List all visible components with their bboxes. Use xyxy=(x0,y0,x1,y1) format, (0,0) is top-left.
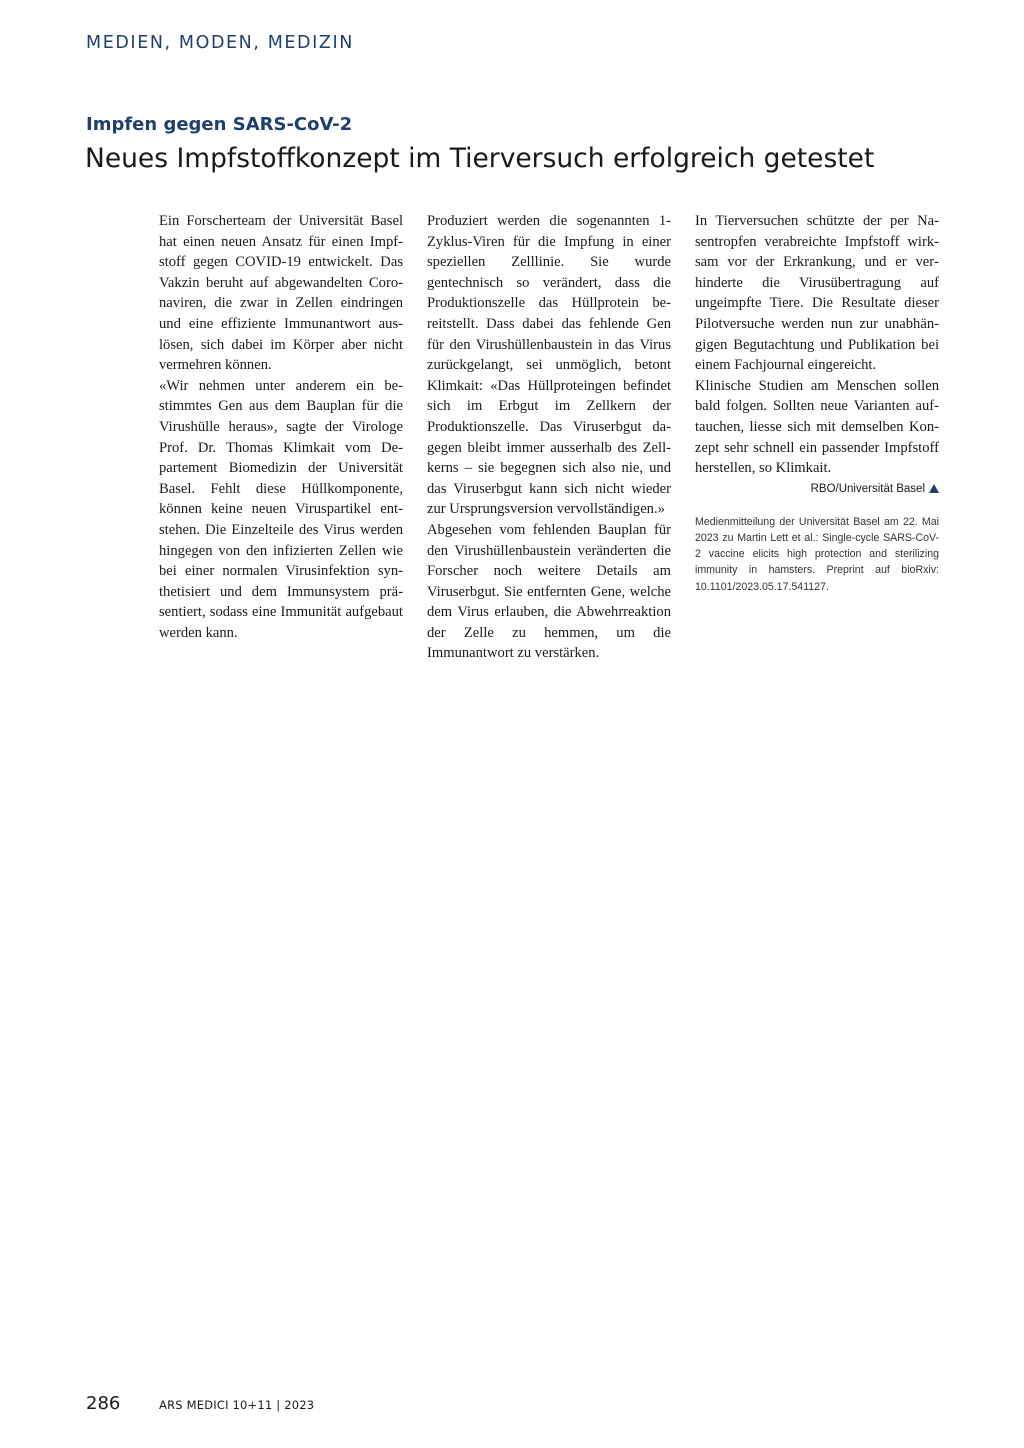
triangle-up-icon xyxy=(929,484,939,493)
column2-paragraph-1: Produziert werden die sogenannten 1-Zyklus-Viren für die Impfung in einer speziellen Zelllinie. Sie wurde gentechnisch so verändert, dass die Produktionszelle das Hüllprotein bereitstellt. Dass dabei das fehlende Gen für den Virushüllenbaustein in das Virus zurückgelangt, sei unmöglich, betont Klimkait: «Das Hüllproteingen befindet sich im Erbgut im Zellkern der Produktionszelle. Das Viruserbgut dagegen bleibt immer ausserhalb des Zellkerns – sie begegnen sich also nie, und das Viruserbgut kann sich nicht wieder zur Ursprungsversion vervollständigen.» xyxy=(427,213,671,518)
article-column-2 xyxy=(427,211,671,664)
column1-paragraph-2: «Wir nehmen unter anderem ein bestimmtes Gen aus dem Bauplan für die Virushülle heraus», sagte der Virologe Prof. Dr. Thomas Klimkait vom Departement Biomedizin der Universität Basel. Fehlt diese Hüllkomponente, können keine neuen Viruspartikel entstehen. Die Einzelteile des Virus werden hingegen von den infizierten Zellen wie bei einer normalen Virusinfektion synthetisiert und dem Immunsystem präsentiert, sodass eine Immunität aufgebaut werden kann. xyxy=(159,377,403,641)
column3-paragraph-2: Klinische Studien am Menschen sollen bald folgen. Sollten neue Varianten auftauchen, liesse sich mit demselben Konzept sehr schnell ein passender Impfstoff herstellen, so Klimkait. xyxy=(695,377,939,477)
article-column-1 xyxy=(159,211,403,643)
source-reference: Medienmitteilung der Universität Basel am 22. Mai 2023 zu Martin Lett et al.: Single-cycle SARS-CoV-2 vaccine elicits high protection and sterilizing immunity in hamsters. Preprint auf bioRxiv: 10.1101/2023.05.17.541127. xyxy=(695,515,939,593)
column2-paragraph-2: Abgesehen vom fehlenden Bauplan für den Virushüllenbaustein veränderten die Forscher noch weitere Details am Viruserbgut. Sie entfernten Gene, welche dem Virus erlauben, die Abwehrreaktion der Zelle zu hemmen, um die Immunantwort zu verstärken. xyxy=(427,521,671,662)
page-number: 286 xyxy=(86,1393,121,1414)
journal-footer: ARS MEDICI 10+11 | 2023 xyxy=(159,1398,315,1412)
article-kicker: Impfen gegen SARS-CoV-2 xyxy=(86,114,353,135)
article-credit xyxy=(695,479,939,499)
article-title: Neues Impfstoffkonzept im Tierversuch erfolgreich getestet xyxy=(85,143,875,174)
column3-paragraph-1: In Tierversuchen schützte der per Nasentropfen verabreichte Impfstoff wirksam vor der Erkrankung, und er verhinderte die Virusübertragung auf ungeimpfte Tiere. Die Resultate dieser Pilotversuche werden nun zur unabhängigen Begutachtung und Publikation bei einem Fachjournal eingereicht. xyxy=(695,213,939,374)
credit-text: RBO/Universität Basel xyxy=(810,482,925,495)
section-header: MEDIEN, MODEN, MEDIZIN xyxy=(86,33,354,53)
article-column-3 xyxy=(695,211,939,595)
column1-paragraph-1: Ein Forscherteam der Universität Basel hat einen neuen Ansatz für einen Impfstoff gegen COVID-19 entwickelt. Das Vakzin beruht auf abgewandelten Coronaviren, die zwar in Zellen eindringen und eine effiziente Immunantwort auslösen, sich dabei im Körper aber nicht vermehren können. xyxy=(159,213,403,374)
